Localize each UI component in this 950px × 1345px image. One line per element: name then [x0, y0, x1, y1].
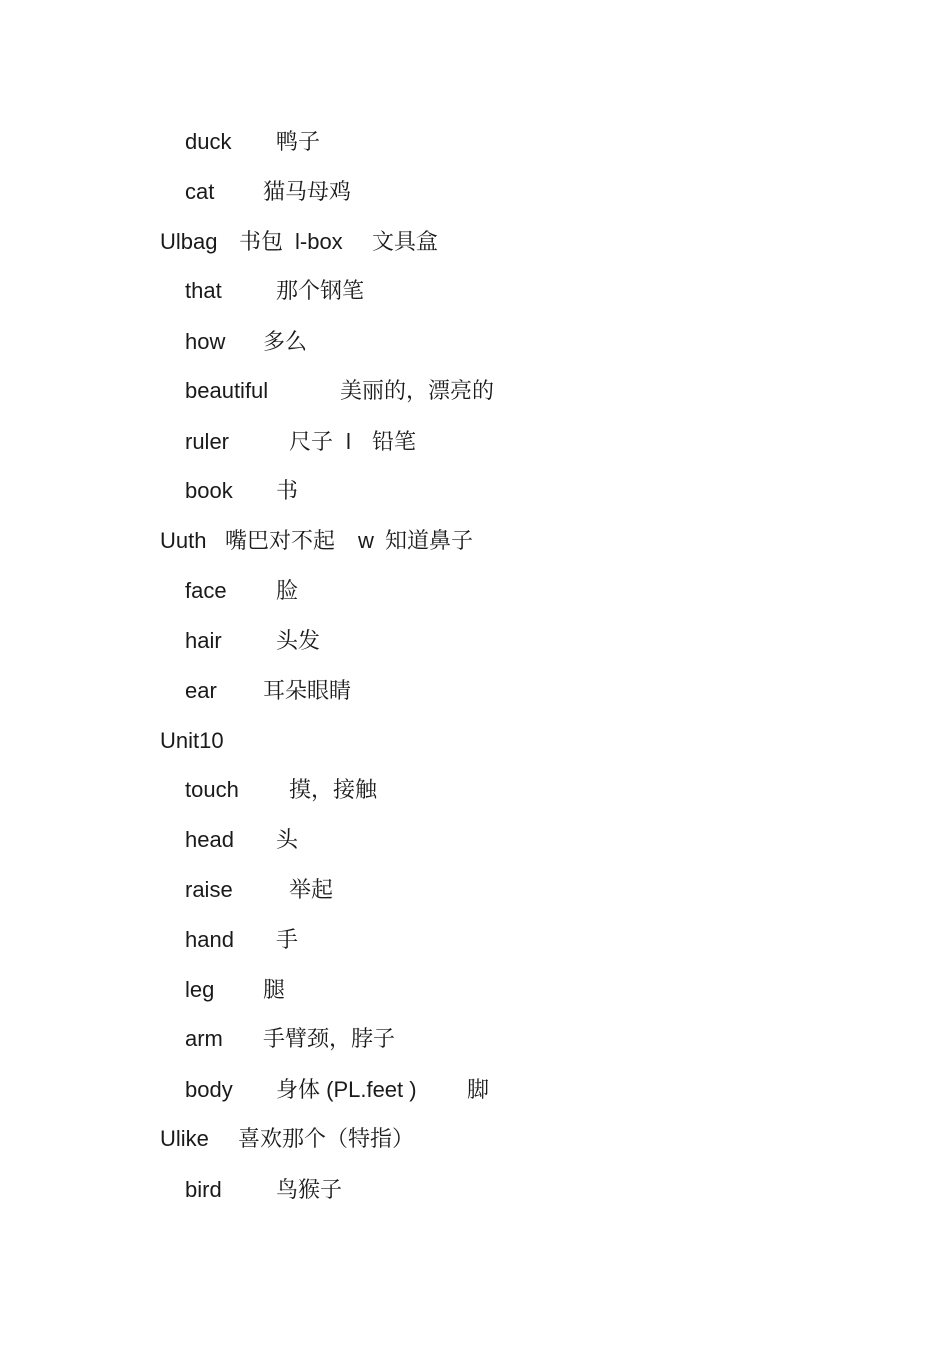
- chinese-meaning: 鸟猴子: [276, 1177, 343, 1202]
- chinese-meaning: 美丽的，漂亮的: [340, 378, 495, 403]
- chinese-meaning: 多么: [263, 329, 308, 354]
- chinese-meaning: 身体 (PL.feet ): [276, 1077, 417, 1102]
- english-word: ruler: [185, 429, 230, 454]
- chinese-meaning: 鸭子: [276, 129, 321, 154]
- chinese-meaning: 手臂颈，脖子: [263, 1026, 396, 1051]
- chinese-meaning: 脸: [276, 578, 299, 603]
- english-word: hair: [185, 628, 222, 653]
- english-word: body: [185, 1077, 233, 1102]
- chinese-meaning: 手: [276, 927, 299, 952]
- chinese-meaning: 那个钢笔: [276, 278, 365, 303]
- unit-heading: Ulbag: [160, 229, 218, 254]
- english-word: head: [185, 827, 234, 852]
- chinese-meaning: 猫马母鸡: [263, 179, 352, 204]
- chinese-meaning: 书包: [239, 229, 284, 254]
- chinese-meaning: 摸，接触: [289, 777, 378, 802]
- english-word: book: [185, 478, 233, 503]
- chinese-meaning: 文具盒: [372, 229, 439, 254]
- chinese-meaning: 脚: [467, 1077, 490, 1102]
- chinese-meaning: 书: [276, 478, 299, 503]
- chinese-meaning: 头: [276, 827, 299, 852]
- chinese-meaning: 尺子: [289, 429, 334, 454]
- vocab-line-bird: [185, 1176, 343, 1288]
- english-word: arm: [185, 1026, 223, 1051]
- english-word: how: [185, 329, 226, 354]
- english-word: hand: [185, 927, 234, 952]
- chinese-meaning: 耳朵眼睛: [263, 678, 352, 703]
- english-word: face: [185, 578, 227, 603]
- english-word: cat: [185, 179, 215, 204]
- english-word: raise: [185, 877, 233, 902]
- chinese-meaning: 嘴巴对不起: [225, 528, 336, 553]
- chinese-meaning: 铅笔: [372, 429, 417, 454]
- english-word: touch: [185, 777, 239, 802]
- english-word: leg: [185, 977, 215, 1002]
- chinese-meaning: 腿: [263, 977, 286, 1002]
- unit-heading: Uuth: [160, 528, 207, 553]
- english-word: w: [358, 528, 374, 553]
- chinese-meaning: 知道鼻子: [385, 528, 474, 553]
- english-word: ear: [185, 678, 217, 703]
- english-word: l-box: [295, 229, 343, 254]
- english-word: duck: [185, 129, 232, 154]
- chinese-meaning: 喜欢那个（特指）: [238, 1126, 415, 1151]
- unit-heading: Ulike: [160, 1126, 209, 1151]
- chinese-meaning: 头发: [276, 628, 321, 653]
- english-word: beautiful: [185, 378, 269, 403]
- chinese-meaning: 举起: [289, 877, 334, 902]
- english-word: bird: [185, 1177, 222, 1202]
- unit-heading: Unit10: [160, 728, 224, 753]
- english-word: that: [185, 278, 222, 303]
- english-word: l: [346, 429, 351, 454]
